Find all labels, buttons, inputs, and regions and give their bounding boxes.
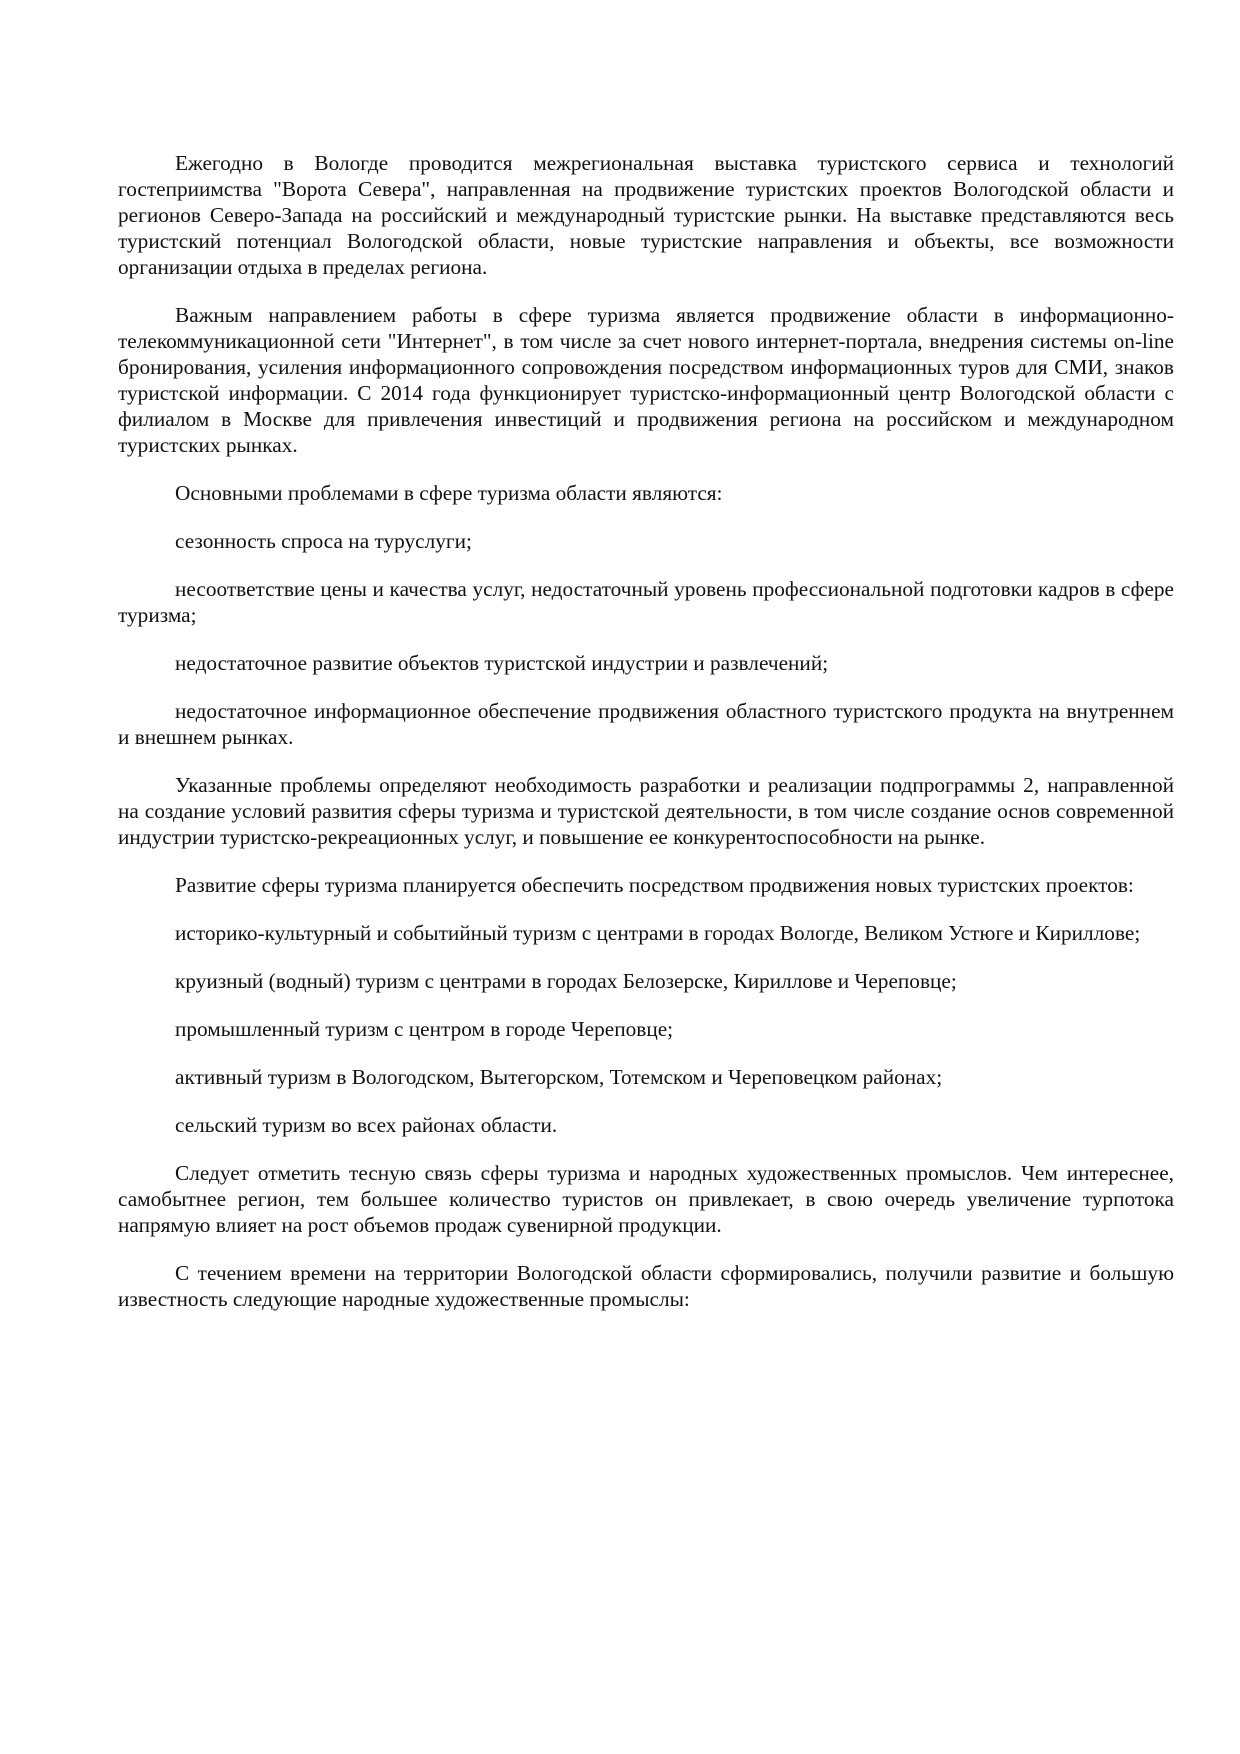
list-item-problem: несоответствие цены и качества услуг, недостаточный уровень профессиональной подготовки кадров в сфере туризма; bbox=[118, 577, 1174, 627]
document-page bbox=[118, 150, 1174, 1334]
list-item-problem: недостаточное развитие объектов туристской индустрии и развлечений; bbox=[175, 651, 829, 675]
list-item-project: историко-культурный и событийный туризм с центрами в городах Вологде, Великом Устюге и Кириллове; bbox=[175, 921, 1141, 945]
list-item-project: активный туризм в Вологодском, Вытегорском, Тотемском и Череповецком районах; bbox=[175, 1065, 943, 1089]
paragraph-subprogram: Указанные проблемы определяют необходимость разработки и реализации подпрограммы 2, направленной на создание условий развития сферы туризма и туристской деятельности, в том числе создание основ современной индустрии туристско-рекреационных услуг, и повышение ее конкурентоспособности на рынке. bbox=[118, 773, 1174, 849]
list-item-project: круизный (водный) туризм с центрами в городах Белозерске, Кириллове и Череповце; bbox=[175, 969, 957, 993]
list-item-problem: сезонность спроса на туруслуги; bbox=[175, 529, 472, 553]
paragraph-crafts-link: Следует отметить тесную связь сферы туризма и народных художественных промыслов. Чем интереснее, самобытнее регион, тем большее количество туристов он привлекает, в свою очередь увеличение турпотока напрямую влияет на рост объемов продаж сувенирной продукции. bbox=[118, 1161, 1174, 1237]
paragraph-problems-intro: Основными проблемами в сфере туризма области являются: bbox=[175, 481, 723, 505]
paragraph-crafts-intro: С течением времени на территории Вологодской области сформировались, получили развитие и большую известность следующие народные художественные промыслы: bbox=[118, 1261, 1174, 1311]
list-item-project: промышленный туризм с центром в городе Череповце; bbox=[175, 1017, 674, 1041]
list-item-project: сельский туризм во всех районах области. bbox=[175, 1113, 558, 1137]
paragraph-projects-intro: Развитие сферы туризма планируется обеспечить посредством продвижения новых туристских проектов: bbox=[175, 873, 1134, 897]
list-item-problem: недостаточное информационное обеспечение продвижения областного туристского продукта на внутреннем и внешнем рынках. bbox=[118, 699, 1174, 749]
paragraph-exhibition: Ежегодно в Вологде проводится межрегиональная выставка туристского сервиса и технологий гостеприимства "Ворота Севера", направленная на продвижение туристских проектов Вологодской области и регионов Северо-Запада на российский и международный туристские рынки. На выставке представляются весь туристский потенциал Вологодской области, новые туристские направления и объекты, все возможности организации отдыха в пределах региона. bbox=[118, 151, 1174, 279]
paragraph-internet-promotion: Важным направлением работы в сфере туризма является продвижение области в информационно-телекоммуникационной сети "Интернет", в том числе за счет нового интернет-портала, внедрения системы on-line бронирования, усиления информационного сопровождения посредством информационных туров для СМИ, знаков туристской информации. С 2014 года функционирует туристско-информационный центр Вологодской области с филиалом в Москве для привлечения инвестиций и продвижения региона на российском и международном туристских рынках. bbox=[118, 303, 1174, 457]
